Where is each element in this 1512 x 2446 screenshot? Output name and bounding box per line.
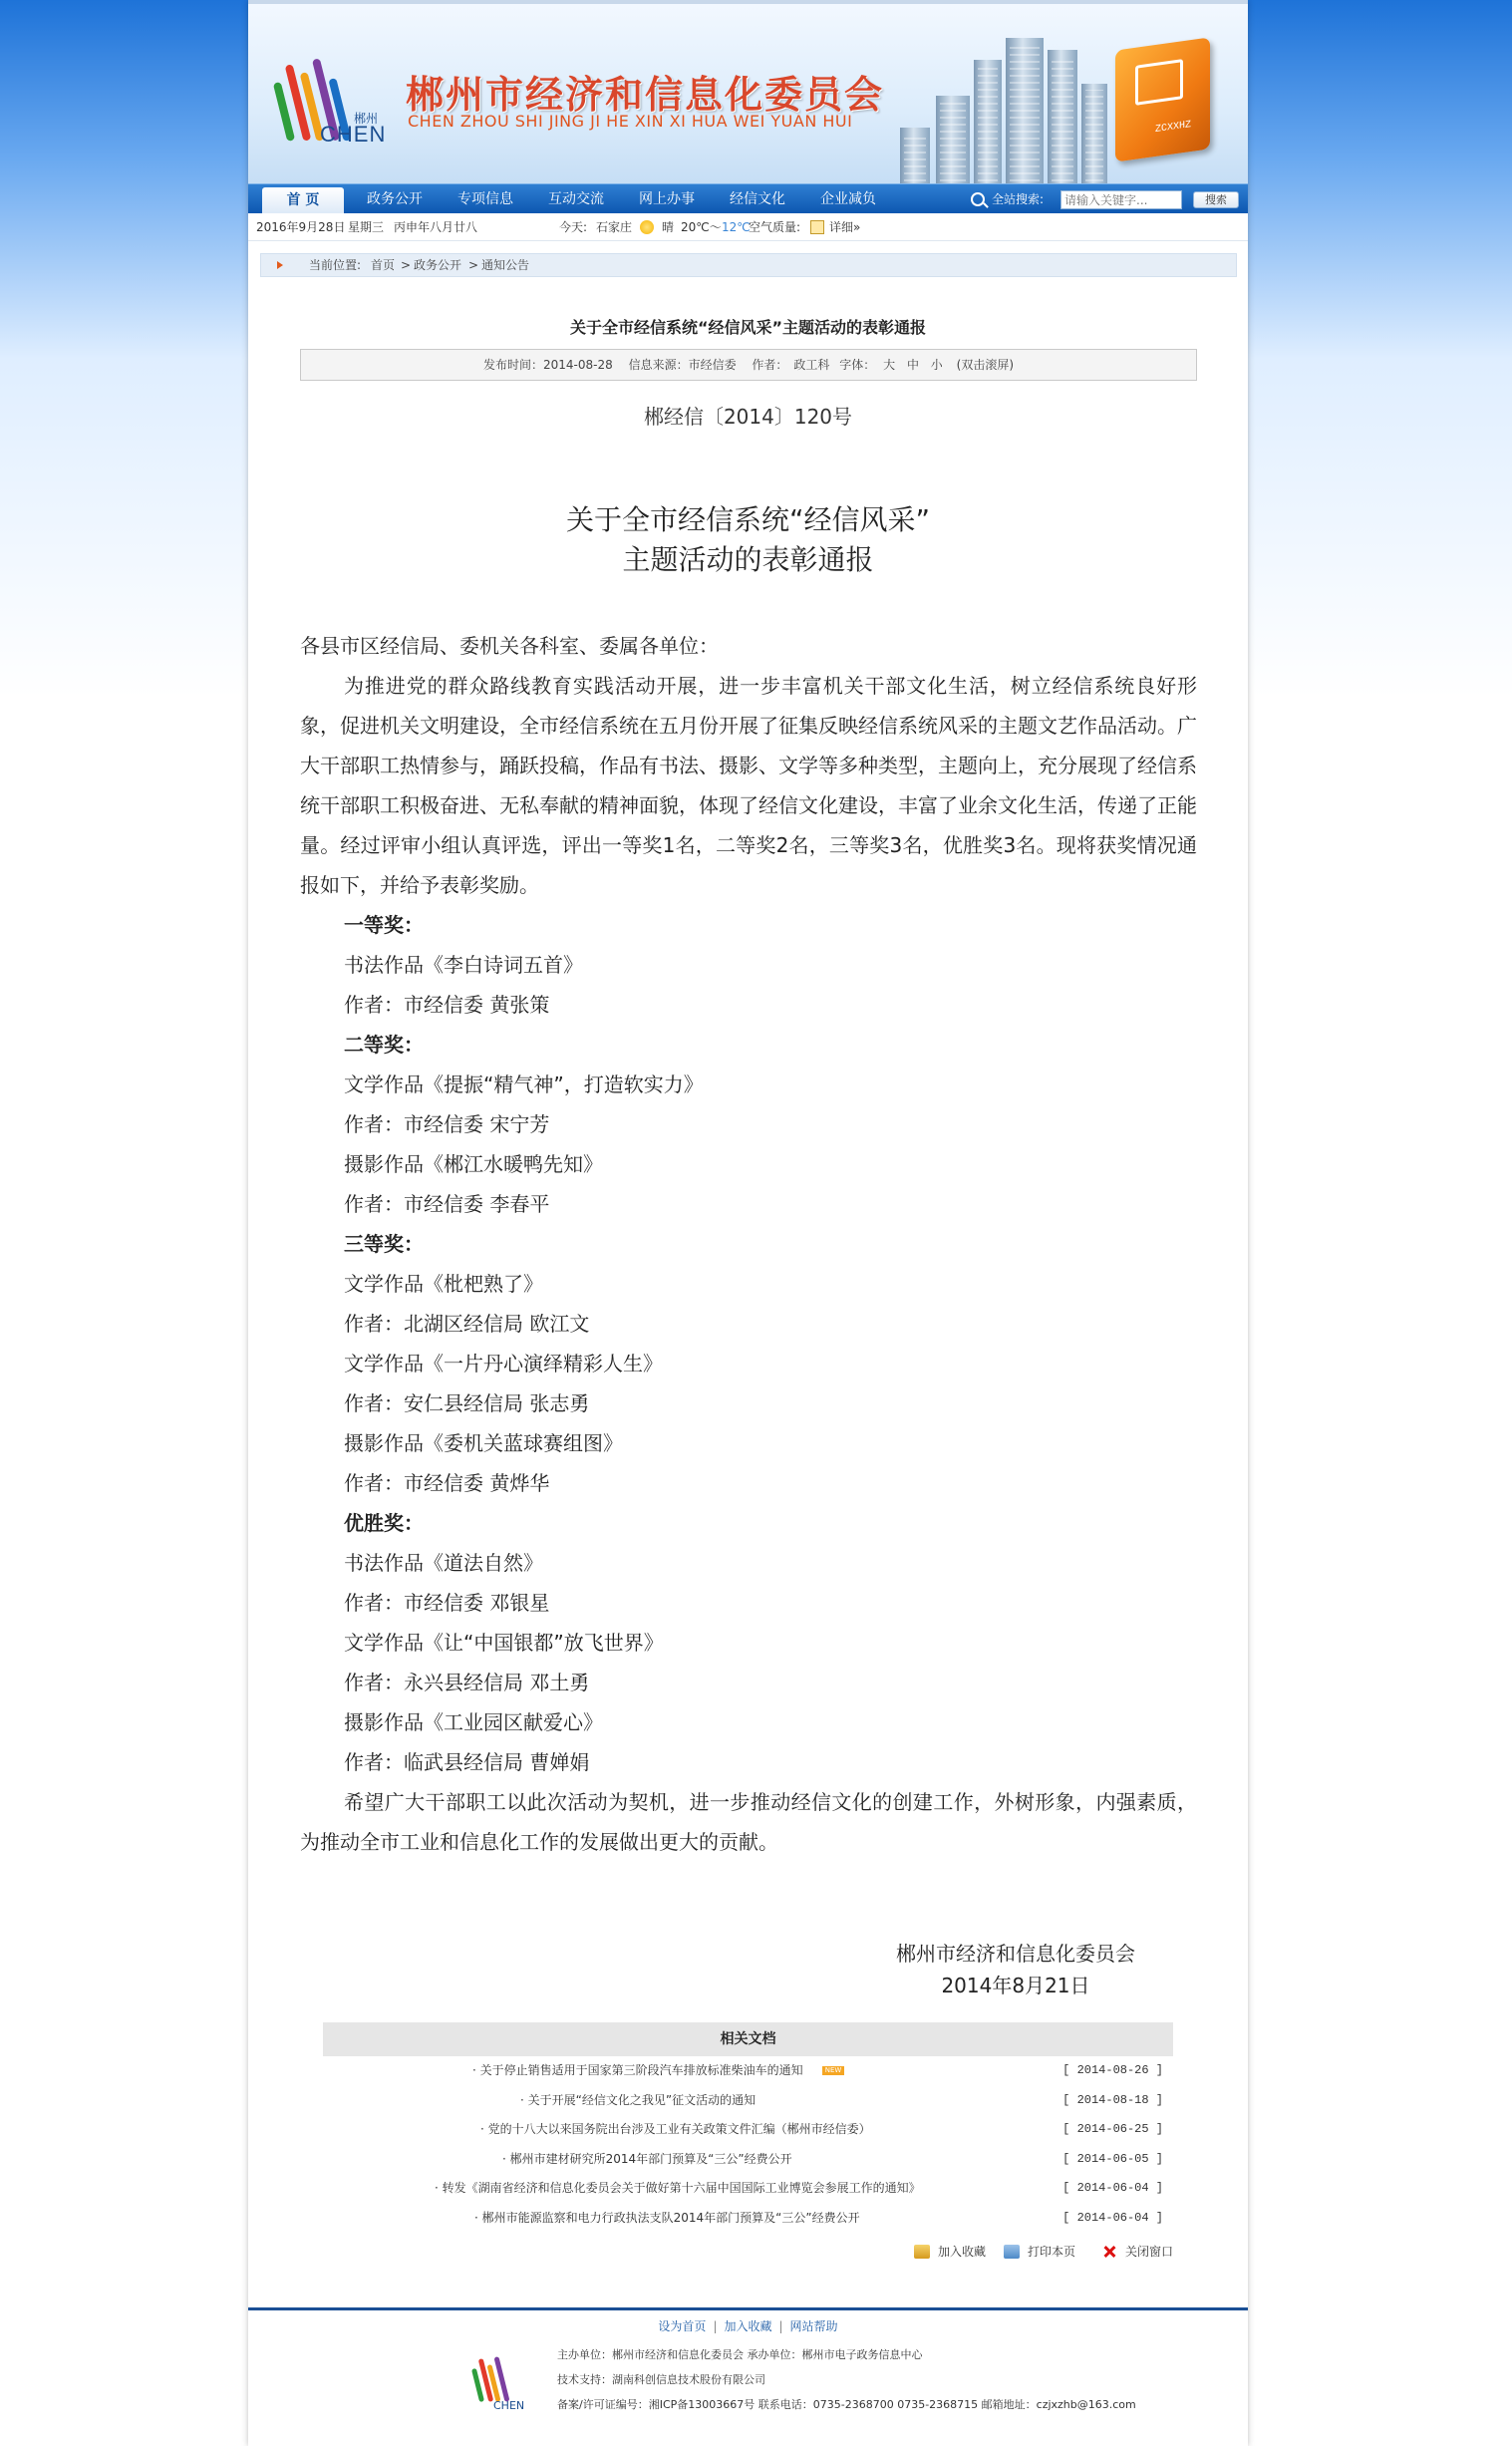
nav-item-culture[interactable]: 经信文化 — [730, 191, 785, 207]
sun-icon — [640, 213, 654, 241]
signature-date: 2014年8月21日 — [941, 1974, 1090, 1997]
air-quality-label: 空气质量: — [749, 220, 801, 234]
article-meta — [300, 349, 1197, 381]
award-work: 书法作品《李白诗词五首》 — [344, 953, 583, 977]
author-dept: 政工科 — [793, 358, 830, 372]
footer-logo — [469, 2352, 539, 2412]
related-item-title[interactable]: · 党的十八大以来国务院出台涉及工业有关政策文件汇编（郴州市经信委） — [480, 2122, 871, 2136]
print-button[interactable] — [1004, 2243, 1075, 2260]
signature-block — [866, 1938, 1165, 2001]
weather-prefix: 今天: — [559, 220, 588, 234]
award-work: 文学作品《枇杷熟了》 — [344, 1272, 543, 1296]
breadcrumb-separator: > — [468, 258, 479, 272]
page — [248, 0, 1248, 2446]
building — [1048, 50, 1077, 183]
font-size-medium[interactable]: 中 — [906, 358, 919, 372]
footer-logo-text: CHEN — [493, 2399, 525, 2412]
footer-links — [248, 2314, 1248, 2338]
footer-divider — [248, 2307, 1248, 2310]
breadcrumb-label: 当前位置: — [309, 258, 362, 272]
air-quality-icon — [810, 213, 824, 241]
document-title — [248, 500, 1248, 580]
award-author: 作者：市经信委 邓银星 — [344, 1591, 550, 1615]
search-icon — [971, 192, 985, 206]
site-header — [248, 0, 1248, 183]
search-input[interactable] — [1060, 190, 1182, 209]
nav-item-special-info[interactable]: 专项信息 — [457, 191, 513, 207]
building — [974, 60, 1002, 183]
building — [1006, 38, 1044, 183]
award-heading: 一等奖： — [344, 913, 424, 937]
related-heading: 相关文档 — [323, 2022, 1173, 2056]
building — [936, 96, 970, 183]
footer-separator: | — [713, 2319, 718, 2333]
arrow-right-icon — [277, 261, 283, 269]
award-list — [300, 905, 1197, 1782]
search-button[interactable]: 搜索 — [1193, 191, 1239, 208]
site-help-link[interactable]: 网站帮助 — [789, 2319, 838, 2333]
breadcrumb — [260, 253, 1237, 277]
font-size-large[interactable]: 大 — [883, 358, 896, 372]
nav-item-burden-reduction[interactable]: 企业减负 — [820, 191, 876, 207]
breadcrumb-notices[interactable]: 通知公告 — [481, 258, 530, 272]
building — [1081, 84, 1107, 183]
related-item-date: [ 2014-06-04 ] — [1062, 2181, 1163, 2195]
related-item-date: [ 2014-06-04 ] — [1062, 2210, 1163, 2225]
logo-text: CHEN — [320, 122, 387, 147]
related-item-title[interactable]: · 关于开展“经信文化之我见”征文活动的通知 — [520, 2092, 756, 2107]
related-list — [323, 2056, 1173, 2233]
article-title: 关于全市经信系统“经信风采”主题活动的表彰通报 — [569, 318, 927, 337]
font-size-small[interactable]: 小 — [930, 358, 943, 372]
award-heading: 二等奖： — [344, 1033, 424, 1057]
award-work: 书法作品《道法自然》 — [344, 1551, 543, 1575]
award-work: 摄影作品《工业园区献爱心》 — [344, 1710, 603, 1734]
related-item[interactable] — [323, 2056, 1173, 2086]
nav-item-home[interactable]: 首 页 — [262, 187, 344, 214]
award-author: 作者：永兴县经信局 邓土勇 — [344, 1671, 590, 1694]
signature-org: 郴州市经济和信息化委员会 — [896, 1942, 1135, 1966]
temp-low: 12℃ — [722, 220, 751, 234]
logo-city-text: 郴州 — [354, 112, 379, 126]
award-author: 作者：市经信委 宋宁芳 — [344, 1112, 550, 1136]
search-label: 全站搜索: — [992, 192, 1045, 206]
double-click-scroll-hint: (双击滚屏) — [956, 358, 1015, 372]
date-weather-bar — [248, 213, 1248, 241]
print-label: 打印本页 — [1028, 2245, 1076, 2259]
award-author: 作者：临武县经信局 曹婵娟 — [344, 1750, 590, 1774]
document-title-line1: 关于全市经信系统“经信风采” — [565, 503, 930, 536]
nav-item-online-service[interactable]: 网上办事 — [639, 191, 695, 207]
weather-condition: 晴 — [662, 220, 675, 234]
date-text: 2016年9月28日 — [256, 220, 346, 234]
award-work: 摄影作品《郴江水暖鸭先知》 — [344, 1152, 603, 1176]
award-author: 作者：市经信委 李春平 — [344, 1192, 550, 1216]
add-favorite-button[interactable] — [914, 2243, 986, 2260]
related-item-title[interactable]: · 郴州市能源监察和电力行政执法支队2014年部门预算及“三公”经费公开 — [474, 2210, 860, 2225]
related-item[interactable] — [323, 2174, 1173, 2204]
award-work: 文学作品《一片丹心演绎精彩人生》 — [344, 1352, 663, 1376]
award-work: 文学作品《提振“精气神”，打造软实力》 — [344, 1072, 704, 1096]
add-favorite-label: 加入收藏 — [938, 2245, 987, 2259]
related-item[interactable] — [323, 2115, 1173, 2145]
related-item-date: [ 2014-06-25 ] — [1062, 2122, 1163, 2136]
related-item-title[interactable]: · 关于停止销售适用于国家第三阶段汽车排放标准柴油车的通知 — [472, 2063, 803, 2077]
breadcrumb-home[interactable]: 首页 — [371, 258, 396, 272]
weekday-text: 星期三 — [348, 220, 385, 234]
info-source: 信息来源：市经信委 — [628, 358, 737, 372]
info-book-image — [1115, 37, 1210, 161]
lunar-date-text: 丙申年八月廿八 — [394, 220, 478, 234]
award-author: 作者：市经信委 黄张策 — [344, 993, 550, 1017]
weather-city[interactable]: 石家庄 — [596, 220, 633, 234]
salutation: 各县市区经信局、委机关各科室、委属各单位： — [300, 634, 719, 658]
nav-item-interaction[interactable]: 互动交流 — [548, 191, 604, 207]
closing-paragraph: 希望广大干部职工以此次活动为契机，进一步推动经信文化的创建工作，外树形象，内强素质，为推动全市工业和信息化工作的发展做出更大的贡献。 — [300, 1790, 1197, 1854]
footer-tech: 技术支持：湖南科创信息技术股份有限公司 — [557, 2373, 765, 2386]
intro-paragraph: 为推进党的群众路线教育实践活动开展，进一步丰富机关干部文化生活，树立经信系统良好形象，促进机关文明建设，全市经信系统在五月份开展了征集反映经信系统风采的主题文艺作品活动。广大干部职工热情参与，踊跃投稿，作品有书法、摄影、文学等多种类型，主题向上，充分展现了经信系统干部职工积极奋进、无私奉献的精神面貌，体现了经信文化建设，丰富了业余文化生活，传递了正能量。经过评审小组认真评选，评出一等奖1名，二等奖2名，三等奖3名，优胜奖3名。现将获奖情况通报如下，并给予表彰奖励。 — [300, 674, 1197, 897]
temp-high: 20℃～ — [681, 220, 722, 234]
site-title: 郴州市经济和信息化委员会 — [406, 73, 885, 117]
footer-host: 主办单位：郴州市经济和信息化委员会 承办单位：郴州市电子政务信息中心 — [557, 2348, 923, 2361]
weather-detail-link[interactable]: 详细» — [829, 220, 861, 234]
award-heading: 三等奖： — [344, 1232, 424, 1256]
award-work: 文学作品《让“中国银都”放飞世界》 — [344, 1631, 664, 1655]
document-number: 郴经信〔2014〕120号 — [643, 405, 853, 429]
favorite-icon — [914, 2245, 930, 2259]
footer-info — [557, 2342, 1136, 2417]
related-item[interactable] — [323, 2086, 1173, 2116]
award-work: 摄影作品《委机关蓝球赛组图》 — [344, 1431, 623, 1455]
font-size-label: 字体： — [839, 358, 876, 372]
close-window-label: 关闭窗口 — [1125, 2245, 1174, 2259]
award-author: 作者：北湖区经信局 欧江文 — [344, 1312, 590, 1336]
site-pinyin: CHEN ZHOU SHI JING JI HE XIN XI HUA WEI YUAN HUI — [408, 112, 853, 131]
award-heading: 优胜奖： — [344, 1511, 424, 1535]
set-homepage-link[interactable]: 设为首页 — [658, 2319, 707, 2333]
breadcrumb-government-affairs[interactable]: 政务公开 — [414, 258, 462, 272]
award-author: 作者：安仁县经信局 张志勇 — [344, 1391, 590, 1415]
building — [900, 128, 930, 183]
award-author: 作者：市经信委 黄烨华 — [344, 1471, 550, 1495]
nav-item-government-affairs[interactable]: 政务公开 — [367, 191, 423, 207]
close-window-button[interactable] — [1101, 2243, 1173, 2260]
book-label: ZCXXHZ — [1155, 119, 1192, 137]
related-item-date: [ 2014-08-18 ] — [1062, 2092, 1163, 2107]
related-documents — [323, 2022, 1173, 2233]
document-title-line2: 主题活动的表彰通报 — [622, 543, 874, 576]
related-item[interactable] — [323, 2145, 1173, 2175]
author-label: 作者： — [752, 358, 788, 372]
article-body — [300, 626, 1197, 1862]
related-item-title[interactable]: · 郴州市建材研究所2014年部门预算及“三公”经费公开 — [502, 2151, 792, 2166]
related-item-date: [ 2014-06-05 ] — [1062, 2151, 1163, 2166]
footer-record: 备案/许可证编号：湘ICP备13003667号 联系电话：0735-2368700 0735-2368715 邮箱地址：czjxzhb@163.com — [557, 2398, 1136, 2411]
close-icon — [1101, 2245, 1117, 2259]
publish-date: 发布时间：2014-08-28 — [482, 358, 613, 372]
add-favorite-link[interactable]: 加入收藏 — [724, 2319, 772, 2333]
related-item-title[interactable]: · 转发《湖南省经济和信息化委员会关于做好第十六届中国国际工业博览会参展工作的通知》 — [435, 2181, 921, 2195]
footer-separator: | — [778, 2319, 783, 2333]
related-item[interactable] — [323, 2204, 1173, 2234]
main-nav — [248, 183, 1248, 213]
monitor-icon — [1135, 59, 1183, 106]
new-badge: NEW — [822, 2066, 844, 2075]
breadcrumb-separator: > — [401, 258, 412, 272]
print-icon — [1004, 2245, 1020, 2259]
related-item-date: [ 2014-08-26 ] — [1062, 2063, 1163, 2077]
